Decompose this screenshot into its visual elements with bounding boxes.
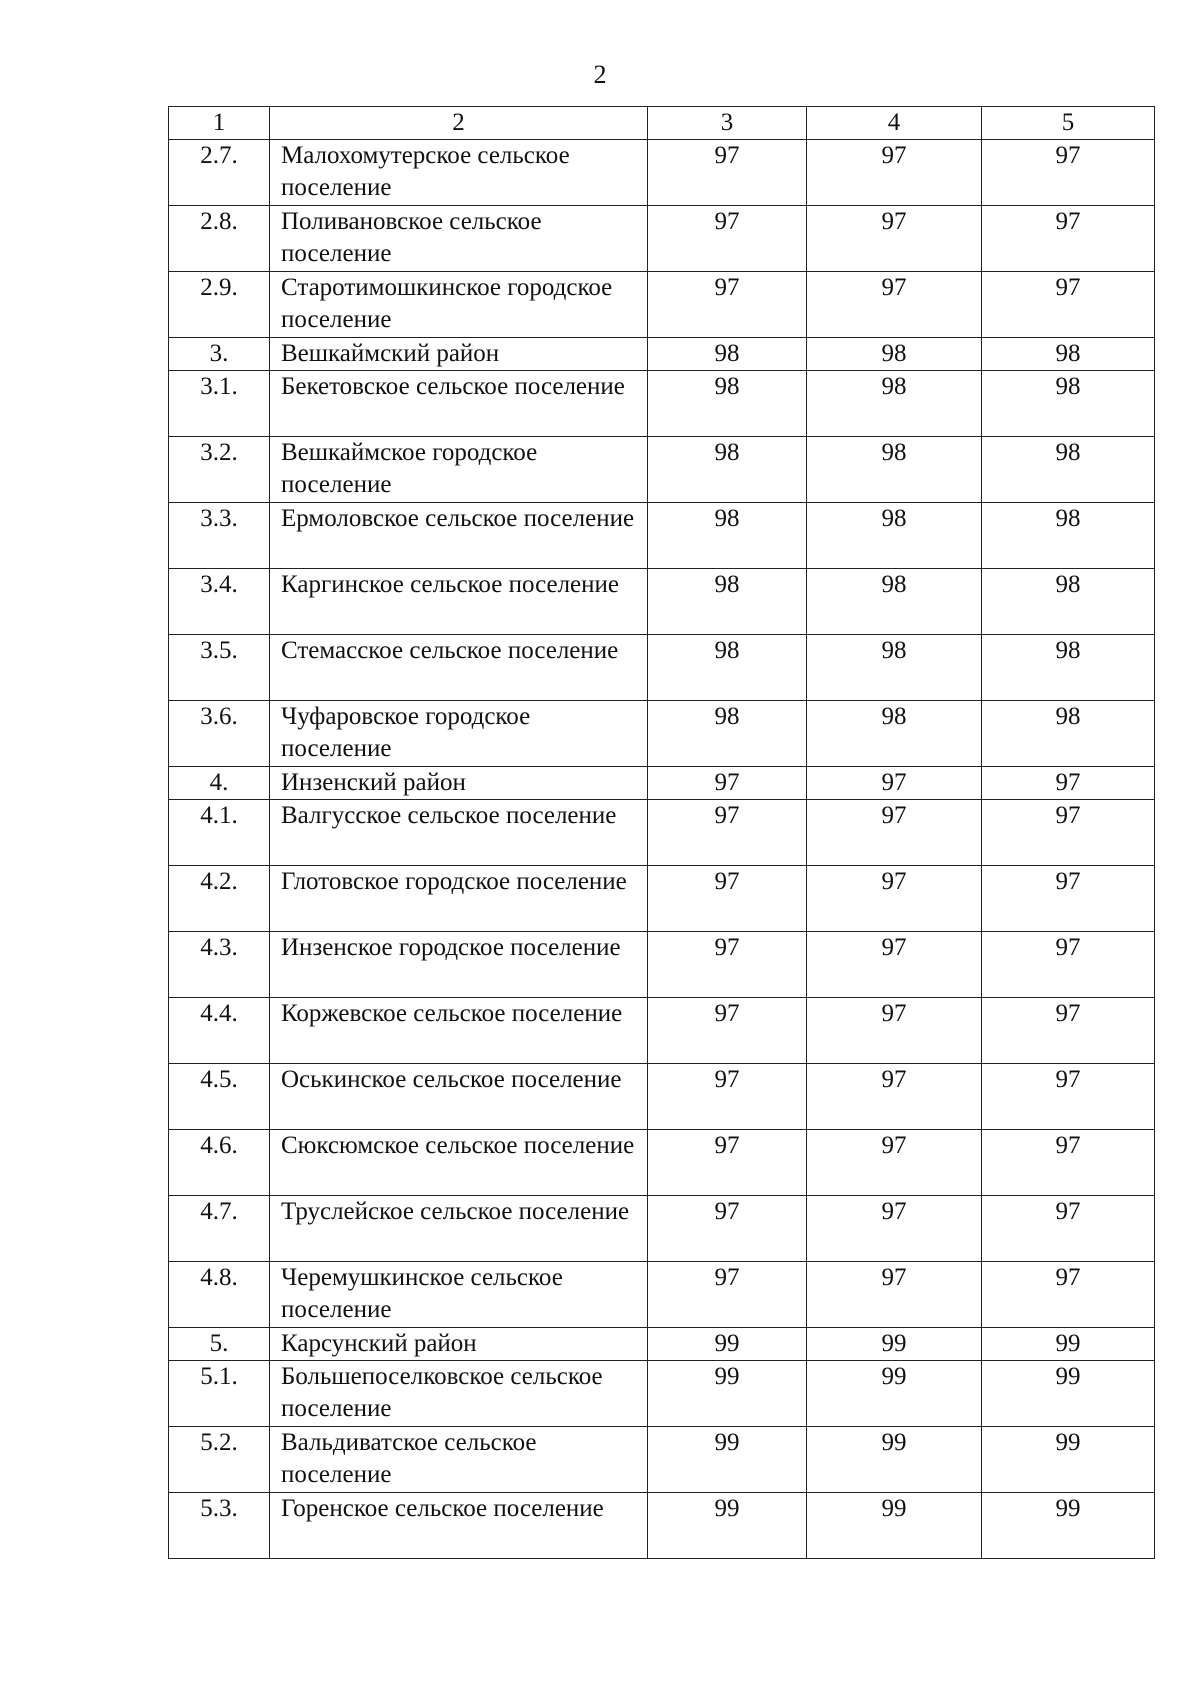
value-col-5: 97 — [982, 140, 1155, 206]
row-number: 4.6. — [169, 1130, 270, 1196]
row-name: Карсунский район — [270, 1328, 648, 1361]
row-number: 5.2. — [169, 1427, 270, 1493]
value-col-4: 99 — [807, 1427, 982, 1493]
row-number: 3.4. — [169, 569, 270, 635]
row-number: 2.9. — [169, 272, 270, 338]
row-name: Инзенское городское поселение — [270, 932, 648, 998]
value-col-5: 97 — [982, 800, 1155, 866]
row-number: 5. — [169, 1328, 270, 1361]
value-col-4: 97 — [807, 206, 982, 272]
row-name: Оськинское сельское поселение — [270, 1064, 648, 1130]
value-col-5: 98 — [982, 635, 1155, 701]
value-col-5: 97 — [982, 1262, 1155, 1328]
value-col-4: 97 — [807, 140, 982, 206]
value-col-3: 98 — [648, 701, 807, 767]
value-col-3: 97 — [648, 767, 807, 800]
row-name: Глотовское городское поселение — [270, 866, 648, 932]
row-number: 4.4. — [169, 998, 270, 1064]
value-col-3: 98 — [648, 371, 807, 437]
row-name: Вешкаймский район — [270, 338, 648, 371]
row-name: Инзенский район — [270, 767, 648, 800]
value-col-3: 97 — [648, 932, 807, 998]
table-row — [169, 1328, 1155, 1361]
value-col-4: 98 — [807, 437, 982, 503]
row-number: 2.7. — [169, 140, 270, 206]
value-col-3: 99 — [648, 1427, 807, 1493]
value-col-5: 98 — [982, 569, 1155, 635]
row-name: Поливановское сельское поселение — [270, 206, 648, 272]
table-row — [169, 1130, 1155, 1196]
value-col-4: 97 — [807, 932, 982, 998]
row-number: 3.3. — [169, 503, 270, 569]
table-row — [169, 767, 1155, 800]
row-number: 4. — [169, 767, 270, 800]
value-col-4: 97 — [807, 800, 982, 866]
value-col-5: 99 — [982, 1427, 1155, 1493]
table-row — [169, 569, 1155, 635]
table-row — [169, 1361, 1155, 1427]
value-col-3: 98 — [648, 569, 807, 635]
value-col-5: 97 — [982, 767, 1155, 800]
value-col-3: 97 — [648, 272, 807, 338]
row-name: Вешкаймское городское поселение — [270, 437, 648, 503]
value-col-5: 97 — [982, 1130, 1155, 1196]
row-name: Малохомутерское сельское поселение — [270, 140, 648, 206]
row-name: Сюксюмское сельское поселение — [270, 1130, 648, 1196]
header-cell: 1 — [169, 107, 270, 140]
table-row — [169, 206, 1155, 272]
value-col-3: 99 — [648, 1328, 807, 1361]
value-col-5: 99 — [982, 1361, 1155, 1427]
value-col-5: 97 — [982, 932, 1155, 998]
value-col-3: 97 — [648, 998, 807, 1064]
value-col-3: 97 — [648, 1262, 807, 1328]
row-name: Стемасское сельское поселение — [270, 635, 648, 701]
table-row — [169, 998, 1155, 1064]
value-col-5: 97 — [982, 206, 1155, 272]
table-body — [169, 140, 1155, 1559]
page-number: 2 — [593, 60, 607, 89]
row-name: Черемушкинское сельское поселение — [270, 1262, 648, 1328]
row-number: 5.1. — [169, 1361, 270, 1427]
value-col-3: 97 — [648, 206, 807, 272]
value-col-5: 98 — [982, 701, 1155, 767]
value-col-3: 97 — [648, 800, 807, 866]
value-col-4: 97 — [807, 1064, 982, 1130]
row-number: 4.8. — [169, 1262, 270, 1328]
value-col-3: 99 — [648, 1361, 807, 1427]
value-col-4: 97 — [807, 272, 982, 338]
value-col-4: 99 — [807, 1361, 982, 1427]
value-col-5: 99 — [982, 1493, 1155, 1559]
header-cell: 3 — [648, 107, 807, 140]
row-number: 3.5. — [169, 635, 270, 701]
value-col-4: 97 — [807, 767, 982, 800]
row-name: Горенское сельское поселение — [270, 1493, 648, 1559]
header-cell: 5 — [982, 107, 1155, 140]
value-col-4: 99 — [807, 1493, 982, 1559]
value-col-5: 97 — [982, 866, 1155, 932]
table-row — [169, 1064, 1155, 1130]
header-row — [169, 107, 1155, 140]
row-number: 3.6. — [169, 701, 270, 767]
row-name: Ермоловское сельское поселение — [270, 503, 648, 569]
table-row — [169, 1427, 1155, 1493]
table-row — [169, 503, 1155, 569]
value-col-5: 97 — [982, 1196, 1155, 1262]
table-row — [169, 1262, 1155, 1328]
value-col-5: 98 — [982, 338, 1155, 371]
value-col-4: 97 — [807, 1196, 982, 1262]
table-row — [169, 932, 1155, 998]
value-col-3: 98 — [648, 437, 807, 503]
row-number: 3.1. — [169, 371, 270, 437]
value-col-4: 97 — [807, 1262, 982, 1328]
row-number: 4.7. — [169, 1196, 270, 1262]
row-number: 3. — [169, 338, 270, 371]
row-number: 5.3. — [169, 1493, 270, 1559]
value-col-4: 97 — [807, 1130, 982, 1196]
row-number: 4.5. — [169, 1064, 270, 1130]
table-row — [169, 1196, 1155, 1262]
table-row — [169, 866, 1155, 932]
value-col-5: 97 — [982, 272, 1155, 338]
value-col-5: 98 — [982, 371, 1155, 437]
value-col-3: 98 — [648, 635, 807, 701]
table-row — [169, 371, 1155, 437]
value-col-3: 97 — [648, 1196, 807, 1262]
row-name: Коржевское сельское поселение — [270, 998, 648, 1064]
value-col-5: 98 — [982, 437, 1155, 503]
value-col-5: 99 — [982, 1328, 1155, 1361]
value-col-4: 98 — [807, 635, 982, 701]
value-col-3: 99 — [648, 1493, 807, 1559]
row-name: Труслейское сельское поселение — [270, 1196, 648, 1262]
header-cell: 4 — [807, 107, 982, 140]
row-name: Старотимошкинское городское поселение — [270, 272, 648, 338]
row-name: Большепоселковское сельское поселение — [270, 1361, 648, 1427]
row-name: Вальдиватское сельское поселение — [270, 1427, 648, 1493]
row-name: Бекетовское сельское поселение — [270, 371, 648, 437]
row-number: 4.2. — [169, 866, 270, 932]
data-table — [168, 106, 1155, 1559]
value-col-5: 98 — [982, 503, 1155, 569]
value-col-3: 98 — [648, 503, 807, 569]
header-cell: 2 — [270, 107, 648, 140]
table-row — [169, 272, 1155, 338]
value-col-4: 98 — [807, 338, 982, 371]
table-row — [169, 635, 1155, 701]
table-row — [169, 800, 1155, 866]
value-col-3: 97 — [648, 1064, 807, 1130]
value-col-5: 97 — [982, 1064, 1155, 1130]
table-row — [169, 437, 1155, 503]
table-row — [169, 701, 1155, 767]
row-number: 3.2. — [169, 437, 270, 503]
row-number: 4.1. — [169, 800, 270, 866]
row-name: Чуфаровское городское поселение — [270, 701, 648, 767]
row-number: 4.3. — [169, 932, 270, 998]
row-name: Каргинское сельское поселение — [270, 569, 648, 635]
value-col-3: 97 — [648, 140, 807, 206]
value-col-5: 97 — [982, 998, 1155, 1064]
value-col-3: 97 — [648, 866, 807, 932]
value-col-4: 98 — [807, 701, 982, 767]
value-col-3: 98 — [648, 338, 807, 371]
value-col-3: 97 — [648, 1130, 807, 1196]
row-number: 2.8. — [169, 206, 270, 272]
value-col-4: 99 — [807, 1328, 982, 1361]
table-row — [169, 140, 1155, 206]
value-col-4: 97 — [807, 866, 982, 932]
row-name: Валгусское сельское поселение — [270, 800, 648, 866]
value-col-4: 98 — [807, 569, 982, 635]
table-row — [169, 338, 1155, 371]
value-col-4: 97 — [807, 998, 982, 1064]
value-col-4: 98 — [807, 503, 982, 569]
table-row — [169, 1493, 1155, 1559]
value-col-4: 98 — [807, 371, 982, 437]
